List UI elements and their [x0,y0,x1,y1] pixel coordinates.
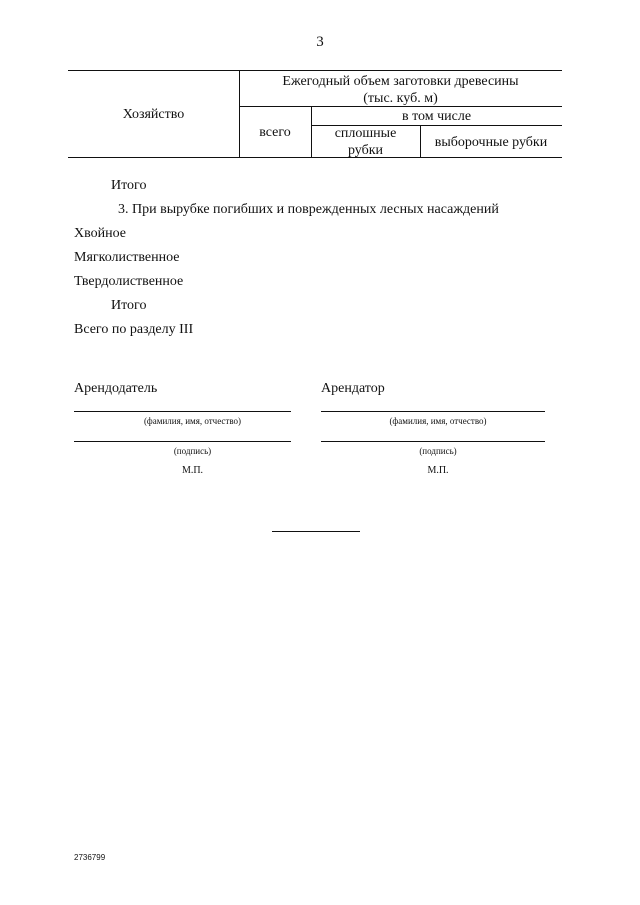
row-softwood: Мягколиственное [74,250,180,265]
row-itogo: Итого [111,178,147,193]
lessor-name-line [74,411,291,412]
section-heading: 3. При вырубке погибших и поврежденных лесных насаждений [118,202,499,217]
header-total [239,107,311,158]
header-selective-cutting-label: выборочные рубки [434,134,548,150]
end-rule [272,531,360,532]
header-clear-cutting-line2: рубки [347,143,384,158]
document-id: 2736799 [74,853,106,862]
row-hardwood: Твердолиственное [74,274,184,289]
header-annual-volume [239,73,562,105]
header-total-label: всего [259,125,291,140]
header-clear-cutting-line1: сплошные [334,126,397,141]
lessee-name-line [321,411,545,412]
header-clear-cutting [311,126,420,158]
lessee-label: Арендатор [321,381,385,396]
lessor-stamp: М.П. [181,465,204,476]
harvest-volume-table [68,70,562,158]
header-annual-volume-line2: (тыс. куб. м) [363,91,438,106]
row-coniferous: Хвойное [74,226,126,241]
header-including: в том числе [401,109,472,124]
lessor-name-caption: (фамилия, имя, отчество) [143,416,242,426]
row-itogo: Итого [111,298,147,313]
lessor-sign-line [74,441,291,442]
row-section-total: Всего по разделу III [74,322,194,337]
header-farm [68,71,239,158]
header-selective-cutting [420,126,562,158]
lessee-sign-caption: (подпись) [419,446,457,456]
header-farm-label: Хозяйство [122,107,185,122]
lessor-sign-caption: (подпись) [173,446,212,456]
lessor-label: Арендодатель [74,381,158,396]
lessee-sign-line [321,441,545,442]
page-number: 3 [316,34,324,50]
header-annual-volume-line1: Ежегодный объем заготовки древесины [282,74,519,89]
lessee-stamp: М.П. [427,465,449,476]
lessee-name-caption: (фамилия, имя, отчество) [389,416,487,426]
